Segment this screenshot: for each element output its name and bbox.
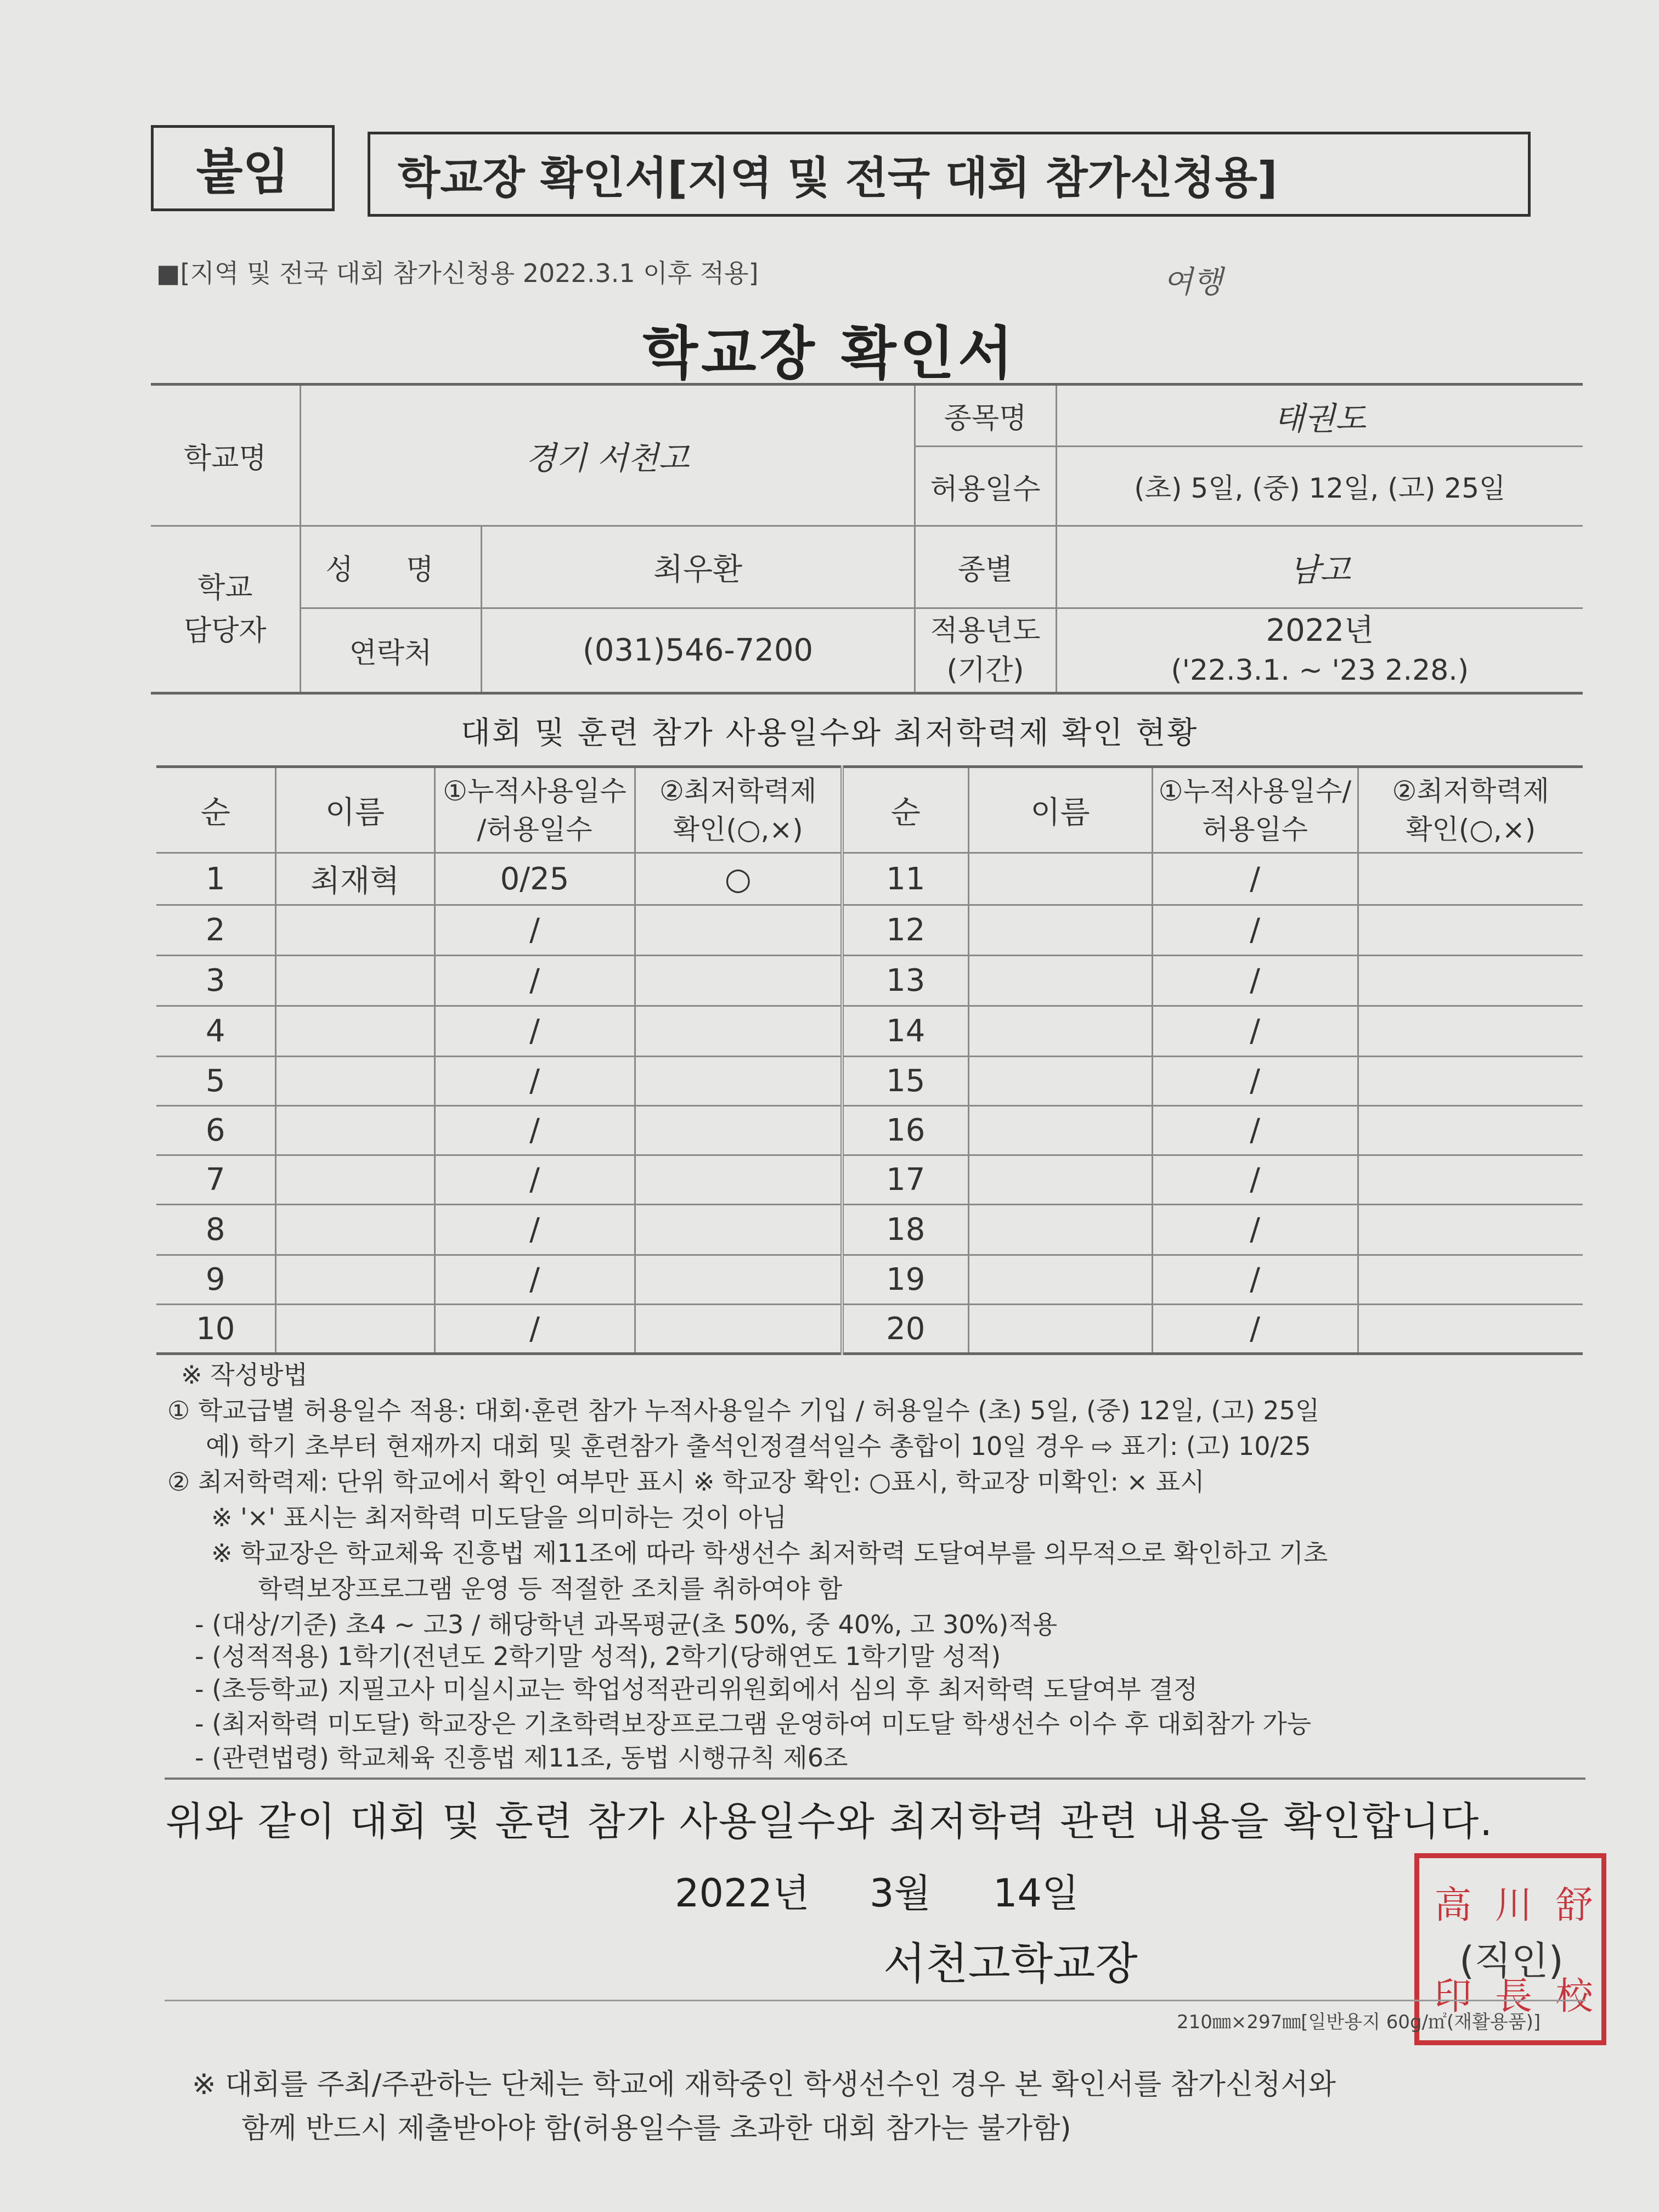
row-check: [635, 1057, 842, 1106]
period-value-line1: 2022년: [1266, 612, 1374, 648]
row-no-2: 14: [842, 1006, 968, 1057]
main-title: 학교장 확인서: [642, 320, 1017, 387]
row-days: /: [435, 1155, 635, 1205]
row-days: /: [435, 905, 635, 956]
row-days: /: [435, 1305, 635, 1354]
row-name-2: [968, 956, 1152, 1006]
info-table: [151, 383, 1583, 695]
sport-label: 종목명: [915, 385, 1056, 447]
allowed-days-label: 허용일수: [915, 447, 1056, 526]
period-label: [915, 608, 1056, 693]
row-days-2: /: [1152, 905, 1358, 956]
row-days: /: [435, 1006, 635, 1057]
header-check-2: [1358, 767, 1583, 853]
header-check-line1: ②최저학력제: [659, 775, 817, 807]
row-name-2: [968, 1305, 1152, 1354]
attachment-label: 붙임: [151, 125, 335, 211]
header-no: 순: [156, 767, 275, 853]
footer-divider: [165, 2000, 1585, 2001]
row-no: 9: [156, 1255, 275, 1305]
seal-char-3: 舒: [1549, 1885, 1593, 1922]
seal-char-4: 印: [1427, 1976, 1471, 2013]
instruction-line-2: 예) 학기 초부터 현재까지 대회 및 훈련참가 출석인정결석일수 총합이 10일 경우 ⇨ 표기: (고) 10/25: [206, 1431, 1311, 1461]
header-days-line2: /허용일수: [477, 813, 592, 845]
category-label: 종별: [915, 526, 1056, 608]
row-check-2: [1358, 1106, 1583, 1155]
row-name: [275, 905, 435, 956]
row-name-2: [968, 905, 1152, 956]
row-no-2: 18: [842, 1205, 968, 1255]
row-check-2: [1358, 1255, 1583, 1305]
row-check-2: [1358, 853, 1583, 905]
footer-note-line1: ※ 대회를 주최/주관하는 단체는 학교에 재학중인 학생선수인 경우 본 확인서를 참가신청서와: [192, 2068, 1336, 2101]
table-row: [156, 1305, 1583, 1354]
row-name: [275, 1106, 435, 1155]
period-label-line2: (기간): [946, 653, 1024, 687]
handwritten-mark: 여행: [1163, 264, 1223, 300]
application-note: ■[지역 및 전국 대회 참가신청용 2022.3.1 이후 적용]: [156, 258, 759, 288]
row-days-2: /: [1152, 1255, 1358, 1305]
seal-char-6: 校: [1549, 1976, 1593, 2013]
divider-line: [165, 1778, 1585, 1780]
manager-label-line2: 담당자: [183, 614, 267, 647]
row-name-2: [968, 1057, 1152, 1106]
row-no-2: 12: [842, 905, 968, 956]
period-value: [1056, 608, 1583, 693]
contact-value: (031)546-7200: [481, 608, 915, 693]
header-days-line1: ①누적사용일수: [443, 775, 627, 807]
row-name-2: [968, 853, 1152, 905]
row-no: 1: [156, 853, 275, 905]
seal-note: (직인): [1459, 1938, 1564, 1983]
row-days: 0/25: [435, 853, 635, 905]
row-check-2: [1358, 956, 1583, 1006]
seal-char-1: 高: [1427, 1885, 1471, 1922]
manager-label: [151, 526, 300, 693]
row-name: [275, 1155, 435, 1205]
header-no-2: 순: [842, 767, 968, 853]
header-days: [435, 767, 635, 853]
date-year: 2022년: [675, 1871, 810, 1916]
instruction-line-10: - (최저학력 미도달) 학교장은 기초학력보장프로그램 운영하여 미도달 학생선수 이수 후 대회참가 가능: [195, 1709, 1312, 1739]
row-check: [635, 1155, 842, 1205]
row-check-2: [1358, 905, 1583, 956]
row-name-2: [968, 1106, 1152, 1155]
doc-title-box: 학교장 확인서[지역 및 전국 대회 참가신청용]: [368, 132, 1531, 217]
row-days: /: [435, 1205, 635, 1255]
row-no-2: 20: [842, 1305, 968, 1354]
instruction-line-7: - (대상/기준) 초4 ~ 고3 / 해당학년 과목평균(초 50%, 중 40%, 고 30%)적용: [195, 1610, 1058, 1639]
row-name: [275, 1205, 435, 1255]
row-no-2: 15: [842, 1057, 968, 1106]
row-days-2: /: [1152, 1305, 1358, 1354]
row-name: [275, 1255, 435, 1305]
row-no: 6: [156, 1106, 275, 1155]
status-table-caption: 대회 및 훈련 참가 사용일수와 최저학력제 확인 현황: [460, 715, 1199, 751]
row-no-2: 19: [842, 1255, 968, 1305]
row-check: [635, 1255, 842, 1305]
header-check2-line1: ②최저학력제: [1392, 775, 1549, 807]
date-day: 14일: [993, 1871, 1079, 1916]
period-label-line1: 적용년도: [930, 614, 1041, 647]
instructions-heading: ※ 작성방법: [181, 1360, 308, 1390]
row-no: 10: [156, 1305, 275, 1354]
row-no: 7: [156, 1155, 275, 1205]
header-days-2: [1152, 767, 1358, 853]
row-no-2: 16: [842, 1106, 968, 1155]
contact-label: 연락처: [300, 608, 481, 693]
row-days-2: /: [1152, 1205, 1358, 1255]
row-check-2: [1358, 1006, 1583, 1057]
row-name: [275, 956, 435, 1006]
category-value: 남고: [1056, 526, 1583, 608]
table-row: [156, 905, 1583, 956]
row-check: [635, 1106, 842, 1155]
row-days: /: [435, 956, 635, 1006]
row-no: 8: [156, 1205, 275, 1255]
school-name-label: 학교명: [151, 385, 300, 526]
row-days: /: [435, 1255, 635, 1305]
row-days: /: [435, 1057, 635, 1106]
instruction-line-8: - (성적적용) 1학기(전년도 2학기말 성적), 2학기(당해연도 1학기말 성적): [195, 1641, 1001, 1671]
table-row: [156, 853, 1583, 905]
instruction-line-1: ① 학교급별 허용일수 적용: 대회·훈련 참가 누적사용일수 기입 / 허용일수 (초) 5일, (중) 12일, (고) 25일: [167, 1396, 1320, 1425]
table-row: [156, 1255, 1583, 1305]
table-row: [156, 1106, 1583, 1155]
row-check-2: [1358, 1057, 1583, 1106]
row-check-2: [1358, 1205, 1583, 1255]
row-no: 4: [156, 1006, 275, 1057]
row-check: [635, 1305, 842, 1354]
row-check-2: [1358, 1155, 1583, 1205]
row-name: 최재혁: [275, 853, 435, 905]
table-row: [156, 1155, 1583, 1205]
row-check: [635, 956, 842, 1006]
row-no-2: 13: [842, 956, 968, 1006]
row-no-2: 17: [842, 1155, 968, 1205]
row-days-2: /: [1152, 1057, 1358, 1106]
school-name-value: 경기 서천고: [300, 385, 915, 526]
header-check-line2: 확인(○,×): [673, 813, 803, 845]
manager-label-line1: 학교: [198, 571, 253, 605]
instruction-line-9: - (초등학교) 지필고사 미실시교는 학업성적관리위원회에서 심의 후 최저학력 도달여부 결정: [195, 1674, 1198, 1704]
row-name-2: [968, 1255, 1152, 1305]
seal-char-5: 長: [1488, 1976, 1532, 2013]
row-name-2: [968, 1205, 1152, 1255]
instruction-line-4: ※ '×' 표시는 최저학력 미도달을 의미하는 것이 아님: [211, 1503, 787, 1532]
instruction-line-5: ※ 학교장은 학교체육 진흥법 제11조에 따라 학생선수 최저학력 도달여부를 의무적으로 확인하고 기초: [211, 1538, 1328, 1568]
row-days-2: /: [1152, 1106, 1358, 1155]
header-check: [635, 767, 842, 853]
header-days2-line2: 허용일수: [1201, 813, 1308, 845]
table-row: [156, 1006, 1583, 1057]
row-days-2: /: [1152, 1006, 1358, 1057]
row-name: [275, 1305, 435, 1354]
signer-name: 서천고학교장: [883, 1938, 1138, 1989]
seal-char-2: 川: [1488, 1885, 1532, 1922]
header-name: 이름: [275, 767, 435, 853]
row-days: /: [435, 1106, 635, 1155]
row-check-2: [1358, 1305, 1583, 1354]
row-name: [275, 1057, 435, 1106]
row-days-2: /: [1152, 853, 1358, 905]
period-value-line2: ('22.3.1. ~ '23 2.28.): [1171, 653, 1469, 687]
name-value: 최우환: [481, 526, 915, 608]
instruction-line-6: 학력보장프로그램 운영 등 적절한 조치를 취하여야 함: [258, 1574, 843, 1604]
row-days-2: /: [1152, 956, 1358, 1006]
header-days2-line1: ①누적사용일수/: [1158, 775, 1352, 807]
table-row: [156, 1205, 1583, 1255]
confirmation-statement: 위와 같이 대회 및 훈련 참가 사용일수와 최저학력 관련 내용을 확인합니다.: [165, 1798, 1494, 1844]
row-check: [635, 1006, 842, 1057]
row-check: ○: [635, 853, 842, 905]
row-no: 5: [156, 1057, 275, 1106]
name-label: 성 명: [300, 526, 481, 608]
status-header-row: [156, 767, 1583, 853]
row-name-2: [968, 1006, 1152, 1057]
row-no: 2: [156, 905, 275, 956]
date-month: 3월: [870, 1871, 932, 1916]
instruction-line-3: ② 최저학력제: 단위 학교에서 확인 여부만 표시 ※ 학교장 확인: ○표시, 학교장 미확인: × 표시: [167, 1467, 1205, 1497]
sport-value: 태권도: [1056, 385, 1583, 447]
row-check: [635, 1205, 842, 1255]
row-no: 3: [156, 956, 275, 1006]
row-days-2: /: [1152, 1155, 1358, 1205]
table-row: [156, 956, 1583, 1006]
row-name-2: [968, 1155, 1152, 1205]
footer-note-line2: 함께 반드시 제출받아야 함(허용일수를 초과한 대회 참가는 불가함): [241, 2112, 1071, 2145]
paper-spec: 210㎜×297㎜[일반용지 60g/㎡(재활용품)]: [1177, 2011, 1541, 2033]
header-name-2: 이름: [968, 767, 1152, 853]
status-table: [156, 765, 1583, 1355]
table-row: [156, 1057, 1583, 1106]
status-table-body: [156, 853, 1583, 1354]
row-check: [635, 905, 842, 956]
row-name: [275, 1006, 435, 1057]
allowed-days-value: (초) 5일, (중) 12일, (고) 25일: [1056, 447, 1583, 526]
row-no-2: 11: [842, 853, 968, 905]
instruction-line-11: - (관련법령) 학교체육 진흥법 제11조, 동법 시행규칙 제6조: [195, 1743, 848, 1773]
header-check2-line2: 확인(○,×): [1406, 813, 1536, 845]
